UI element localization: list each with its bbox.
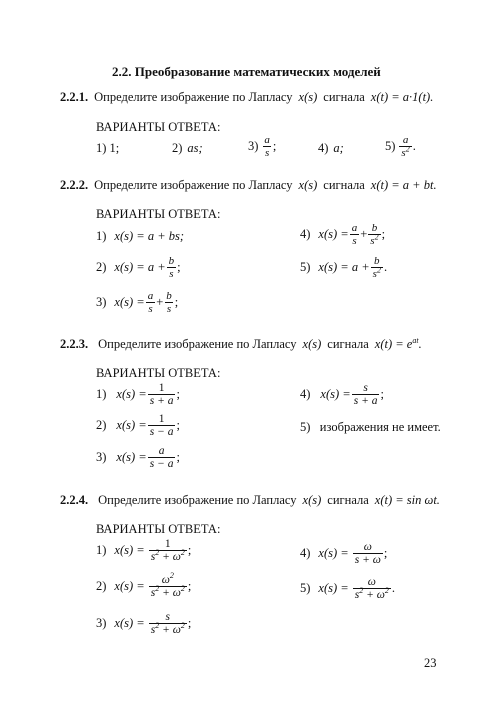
signal-base: x(t) = e: [374, 337, 413, 351]
fraction: [149, 538, 187, 563]
numerator-base: ω: [161, 574, 170, 586]
fraction: [262, 134, 272, 159]
signal-formula: x(t) = sin ωt.: [374, 493, 440, 507]
section-title: 2.2. Преобразование математических моделей: [112, 64, 381, 79]
punctuation: .: [418, 337, 422, 351]
answer-lhs: x(s) =: [114, 295, 145, 309]
fraction-denominator: s − a: [149, 458, 174, 470]
exponent: at: [412, 335, 419, 345]
fraction-numerator: ω: [367, 576, 376, 588]
exponent: 2: [180, 548, 185, 558]
fraction-denominator: s − a: [149, 426, 174, 438]
question-text: Определите изображение по Лапласу: [98, 493, 297, 507]
exponent: 2: [169, 571, 174, 581]
question-number: 2.2.4.: [60, 493, 89, 507]
exponent: 2: [180, 584, 185, 594]
answer-formula: as;: [187, 141, 203, 155]
answer-option-4: [300, 541, 387, 566]
answer-number: 3): [96, 295, 107, 309]
punctuation: .: [412, 139, 416, 153]
fraction-numerator: ω: [363, 541, 372, 553]
fraction-denominator: [149, 550, 187, 563]
punctuation: ;: [383, 546, 388, 560]
variants-label: ВАРИАНТЫ ОТВЕТА:: [96, 366, 221, 380]
fraction: [352, 382, 380, 407]
fraction-denominator: [149, 623, 187, 636]
question-text: Определите изображение по Лапласу: [98, 337, 297, 351]
fraction-denominator: [371, 267, 383, 280]
answer-number: 1): [96, 543, 107, 557]
answer-text: 1) 1;: [96, 141, 120, 155]
answer-formula: a;: [333, 141, 344, 155]
answer-option-5: [300, 576, 395, 601]
page-number: 23: [424, 656, 437, 670]
answer-number: 4): [300, 227, 311, 241]
variants-label: ВАРИАНТЫ ОТВЕТА:: [96, 522, 221, 536]
fraction-numerator: 1: [158, 382, 165, 394]
answer-option-1: [96, 141, 119, 156]
punctuation: ;: [177, 260, 181, 274]
question-2-2-2: [60, 178, 437, 193]
fraction-numerator: b: [166, 290, 172, 302]
punctuation: .: [383, 260, 388, 274]
fraction-numerator: s: [363, 382, 368, 394]
answer-number: 4): [300, 546, 311, 560]
answer-lhs: x(s) =: [116, 450, 147, 464]
signal-formula: x(t) = a·1(t).: [370, 90, 434, 104]
answer-lhs: x(s) =: [116, 387, 147, 401]
answer-option-4: [318, 141, 344, 156]
question-text: Определите изображение по Лапласу: [94, 178, 293, 192]
fraction: [146, 290, 156, 315]
question-text: Определите изображение по Лапласу: [94, 90, 293, 104]
plus-sign: +: [156, 295, 164, 309]
fraction: [149, 611, 187, 636]
answer-option-2: [96, 571, 192, 599]
answer-number: 2): [96, 579, 107, 593]
punctuation: ;: [187, 579, 192, 593]
fraction-numerator: b: [374, 255, 380, 267]
signal-word: сигнала: [327, 493, 369, 507]
signal-word: сигнала: [323, 90, 365, 104]
fraction: [353, 541, 383, 566]
fraction-denominator: s + ω: [354, 554, 381, 566]
fraction-denominator: s: [265, 147, 270, 159]
fraction-numerator: a: [147, 290, 154, 302]
exponent: 2: [376, 265, 381, 275]
denominator-base: s: [401, 147, 406, 159]
fraction-numerator: 1: [164, 538, 171, 550]
answer-option-3: [248, 134, 276, 159]
answer-number: 5): [385, 139, 396, 153]
fraction-numerator: b: [371, 222, 378, 234]
fraction: [353, 576, 391, 601]
answer-option-3: [96, 445, 180, 470]
fraction: [148, 445, 176, 470]
answer-lhs: x(s) =: [320, 387, 351, 401]
image-function: x(s): [298, 90, 318, 104]
fraction: [149, 571, 187, 599]
fraction-numerator: s: [165, 611, 171, 623]
fraction-denominator: [149, 586, 187, 599]
answer-option-5: [385, 134, 416, 159]
answer-lhs: x(s) =: [318, 546, 349, 560]
exponent: 2: [155, 584, 160, 594]
fraction: [350, 222, 360, 247]
denominator-term: + ω: [159, 587, 181, 599]
answer-option-2: [172, 141, 203, 156]
fraction-denominator: s + a: [149, 395, 174, 407]
signal-formula: x(t) = a + bt.: [370, 178, 437, 192]
answer-lhs: x(s) =: [318, 581, 349, 595]
exponent: 2: [155, 548, 160, 558]
question-2-2-1: [60, 90, 433, 105]
answer-option-2: [96, 255, 181, 280]
punctuation: ;: [176, 387, 180, 401]
answer-option-5: [300, 255, 387, 280]
answer-option-2: [96, 413, 180, 438]
punctuation: ;: [187, 616, 192, 630]
question-2-2-4: [60, 493, 440, 508]
answer-option-5: [300, 420, 441, 435]
fraction-denominator: s: [148, 303, 153, 315]
punctuation: .: [391, 581, 395, 595]
answer-option-3: [96, 290, 178, 315]
answer-lhs: x(s) =: [114, 579, 145, 593]
denominator-term: + ω: [159, 624, 181, 636]
fraction: [148, 413, 176, 438]
denominator-base: s: [150, 587, 156, 599]
fraction: [164, 290, 174, 315]
signal-formula: [375, 337, 422, 352]
punctuation: ;: [174, 295, 179, 309]
punctuation: ;: [176, 418, 180, 432]
question-2-2-3: [60, 337, 422, 352]
signal-word: сигнала: [323, 178, 365, 192]
answer-number: 3): [96, 616, 107, 630]
image-function: x(s): [298, 178, 318, 192]
answer-lhs: x(s) = a +: [114, 260, 166, 274]
answer-lhs: x(s) =: [114, 543, 145, 557]
answer-number: 2): [96, 260, 107, 274]
punctuation: ;: [187, 543, 192, 557]
denominator-term: + ω: [159, 551, 181, 563]
denominator-term: + ω: [363, 589, 385, 601]
answer-option-4: [300, 382, 384, 407]
answer-number: 3): [248, 139, 259, 153]
punctuation: ;: [381, 227, 386, 241]
exponent: 2: [155, 621, 160, 631]
punctuation: ;: [272, 139, 277, 153]
answer-lhs: x(s) = a +: [318, 260, 370, 274]
question-number: 2.2.3.: [60, 337, 89, 351]
answer-option-1: [96, 229, 184, 244]
fraction-numerator: 1: [158, 413, 165, 425]
answer-lhs: x(s) =: [318, 227, 349, 241]
denominator-base: s: [370, 235, 375, 247]
variants-label: ВАРИАНТЫ ОТВЕТА:: [96, 120, 221, 134]
answer-number: 1): [96, 387, 107, 401]
answer-option-1: [96, 538, 191, 563]
answer-number: 3): [96, 450, 107, 464]
fraction-denominator: [399, 146, 411, 159]
punctuation: ;: [380, 387, 384, 401]
signal-word: сигнала: [327, 337, 369, 351]
fraction-denominator: s: [169, 268, 174, 280]
fraction-numerator: a: [158, 445, 165, 457]
fraction-numerator: a: [264, 134, 270, 146]
fraction-denominator: [353, 588, 391, 601]
fraction: [371, 255, 383, 280]
answer-number: 5): [300, 581, 311, 595]
fraction: [148, 382, 176, 407]
denominator-base: s: [150, 551, 156, 563]
fraction-denominator: s: [166, 303, 172, 315]
answer-option-3: [96, 611, 191, 636]
answer-option-4: [300, 222, 385, 247]
answer-number: 5): [300, 260, 311, 274]
fraction-numerator: a: [351, 222, 358, 234]
variants-label: ВАРИАНТЫ ОТВЕТА:: [96, 207, 221, 221]
exponent: 2: [384, 586, 389, 596]
question-number: 2.2.2.: [60, 178, 89, 192]
plus-sign: +: [360, 227, 368, 241]
fraction: [399, 134, 411, 159]
answer-number: 2): [172, 141, 183, 155]
fraction: [167, 255, 177, 280]
denominator-base: s: [150, 624, 156, 636]
fraction-numerator: [160, 571, 176, 586]
answer-option-1: [96, 382, 180, 407]
exponent: 2: [180, 621, 185, 631]
answer-number: 4): [300, 387, 311, 401]
answer-lhs: x(s) =: [116, 418, 147, 432]
exponent: 2: [359, 586, 364, 596]
answer-text: 5) изображения не имеет.: [300, 420, 441, 434]
image-function: x(s): [302, 493, 322, 507]
answer-number: 1): [96, 229, 107, 243]
punctuation: ;: [176, 450, 180, 464]
fraction-denominator: s + a: [353, 395, 378, 407]
fraction-denominator: s: [352, 235, 357, 247]
question-number: 2.2.1.: [60, 90, 89, 104]
answer-number: 2): [96, 418, 107, 432]
fraction-numerator: a: [402, 134, 409, 146]
denominator-base: s: [372, 268, 377, 280]
answer-formula: x(s) = a + bs;: [114, 229, 185, 243]
fraction-numerator: b: [168, 255, 175, 267]
exponent: 2: [374, 232, 379, 242]
denominator-base: s: [354, 589, 360, 601]
image-function: x(s): [302, 337, 322, 351]
answer-lhs: x(s) =: [114, 616, 145, 630]
answer-number: 4): [318, 141, 329, 155]
exponent: 2: [405, 144, 410, 154]
fraction-denominator: [368, 234, 380, 247]
fraction: [368, 222, 380, 247]
